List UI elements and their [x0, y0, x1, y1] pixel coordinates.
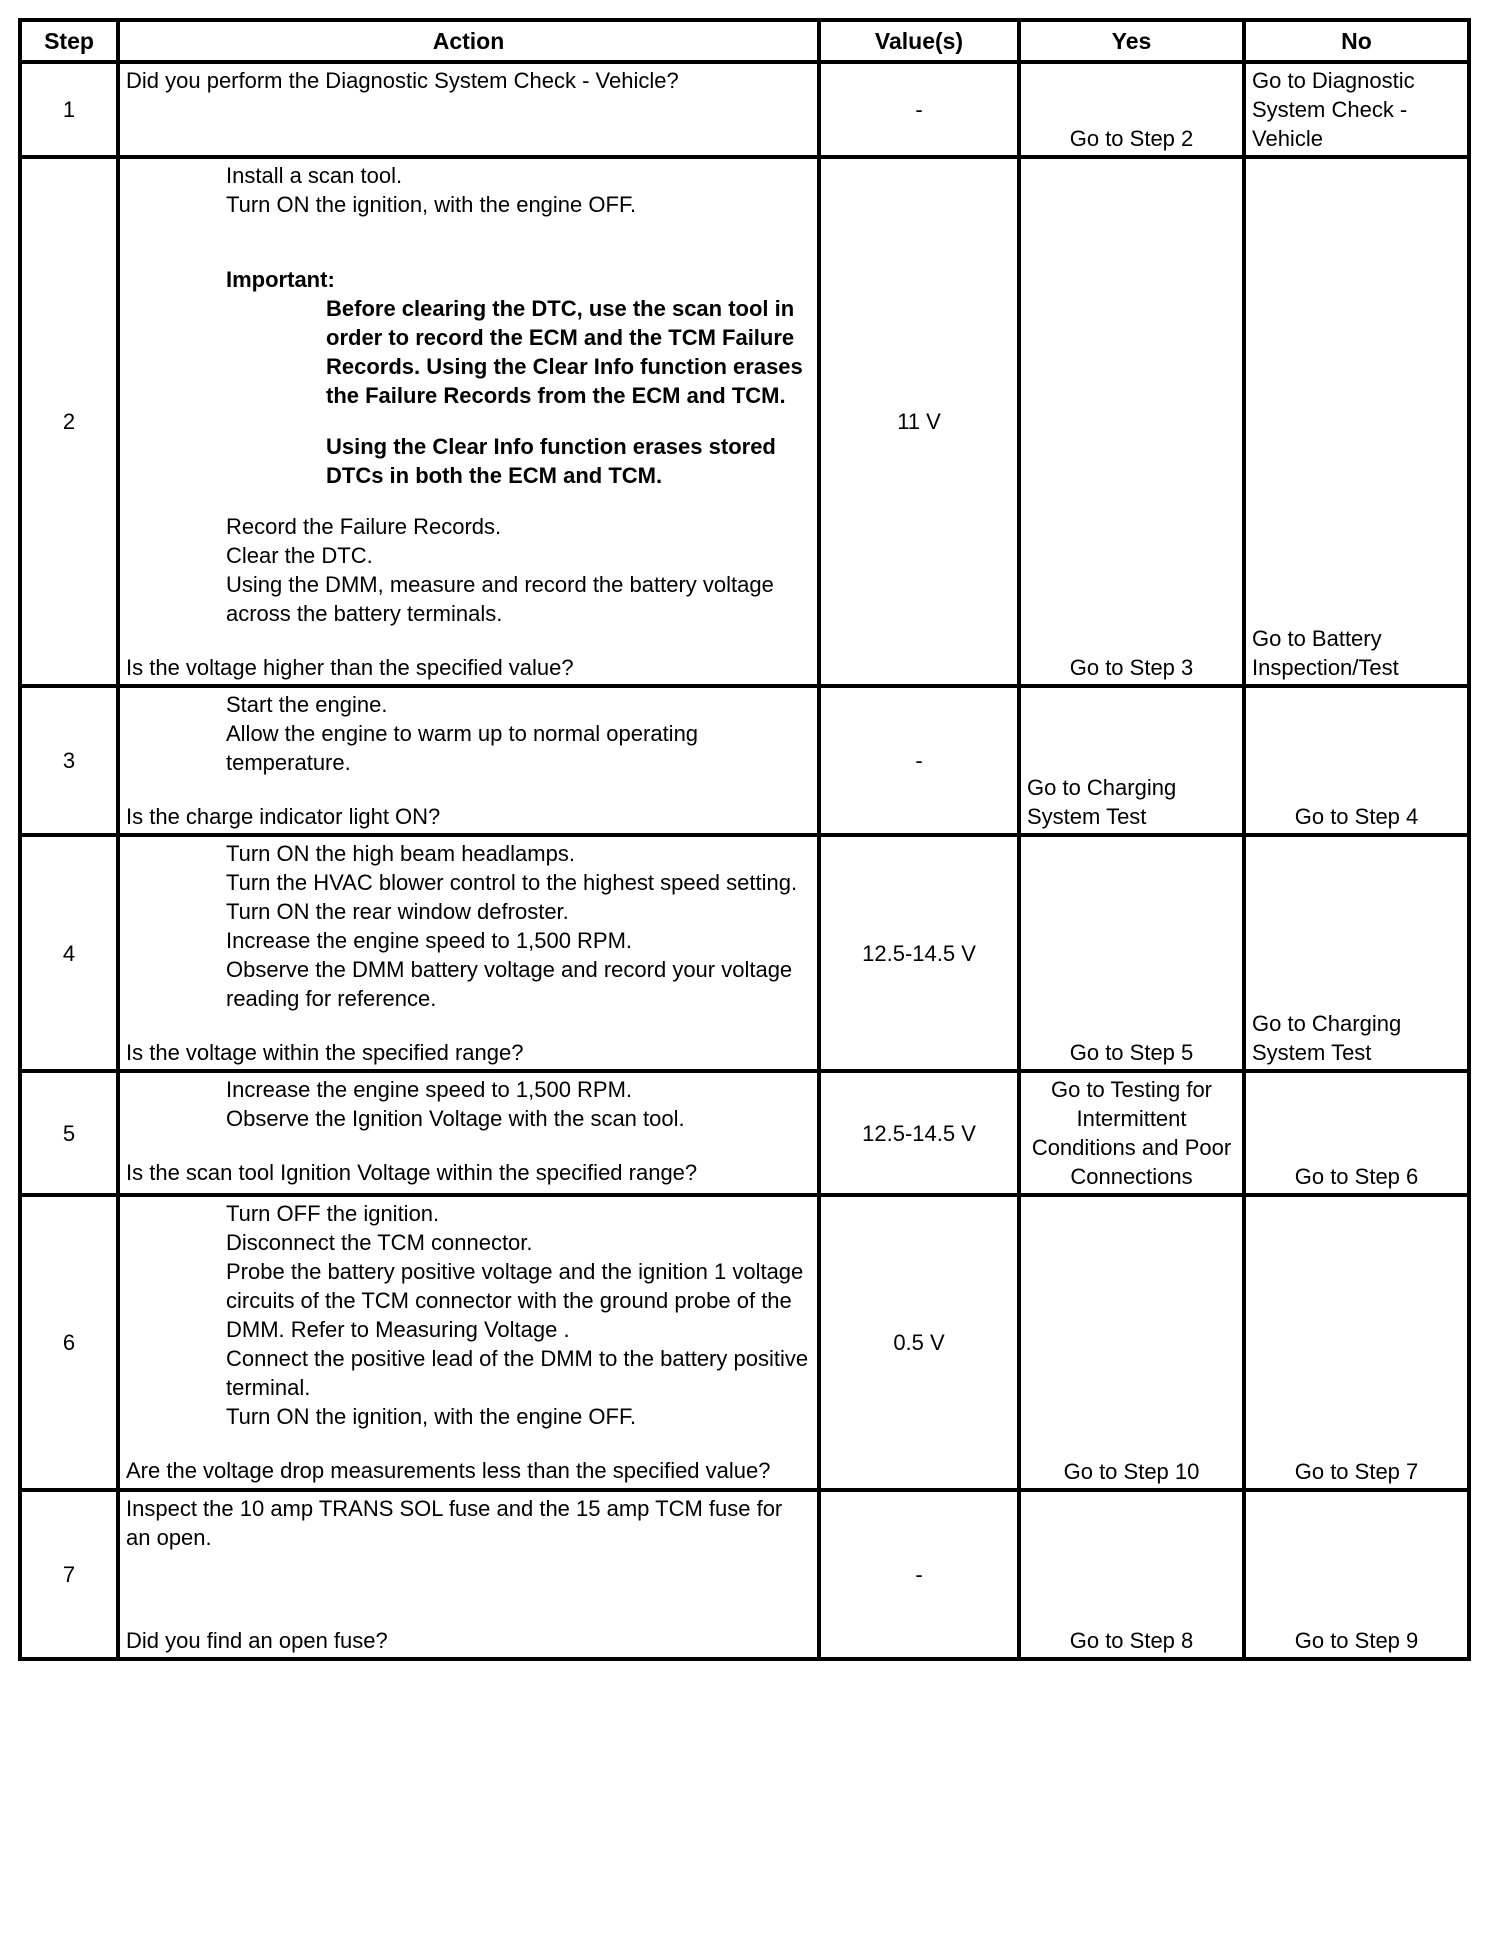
value-cell: - [819, 1490, 1019, 1659]
table-row [20, 62, 1469, 157]
action-cell [118, 686, 819, 835]
action-cell [118, 1071, 819, 1195]
table-row [20, 1490, 1469, 1659]
value-cell: 12.5-14.5 V [819, 835, 1019, 1071]
action-step: Turn OFF the ignition. [226, 1201, 440, 1226]
action-step: Increase the engine speed to 1,500 RPM. [226, 1077, 633, 1102]
action-step: Probe the battery positive voltage and the ignition 1 voltage circuits of the TCM connector with the ground probe of the DMM. Refer to Measuring Voltage . [226, 1259, 804, 1342]
no-cell: Go to Step 9 [1244, 1490, 1469, 1659]
diagnostic-table [18, 18, 1471, 1661]
action-step: Allow the engine to warm up to normal operating temperature. [226, 721, 699, 775]
value-cell: 11 V [819, 157, 1019, 686]
table-row [20, 835, 1469, 1071]
no-cell: Go to Step 7 [1244, 1195, 1469, 1490]
action-step: Turn ON the rear window defroster. [226, 899, 569, 924]
table-row [20, 1195, 1469, 1490]
action-step: Observe the Ignition Voltage with the scan tool. [226, 1106, 685, 1131]
table-row [20, 157, 1469, 686]
action-step: Turn the HVAC blower control to the highest speed setting. [226, 870, 798, 895]
header-yes: Yes [1019, 20, 1244, 62]
action-step: Using the DMM, measure and record the battery voltage across the battery terminals. [226, 572, 774, 626]
yes-cell: Go to Step 5 [1019, 835, 1244, 1071]
action-step: Disconnect the TCM connector. [226, 1230, 533, 1255]
header-step: Step [20, 20, 118, 62]
action-cell [118, 157, 819, 686]
important-note: Using the Clear Info function erases stored DTCs in both the ECM and TCM. [326, 434, 776, 488]
action-cell [118, 835, 819, 1071]
action-step: Start the engine. [226, 692, 388, 717]
action-step: Clear the DTC. [226, 543, 373, 568]
action-step: Turn ON the ignition, with the engine OFF. [226, 1404, 637, 1429]
action-question: Is the charge indicator light ON? [126, 804, 441, 829]
action-step: Increase the engine speed to 1,500 RPM. [226, 928, 633, 953]
important-note: Before clearing the DTC, use the scan tool in order to record the ECM and the TCM Failure Records. Using the Clear Info function erases the Failure Records from the ECM and TCM. [326, 296, 803, 408]
header-action: Action [118, 20, 819, 62]
table-row [20, 686, 1469, 835]
action-text: Inspect the 10 amp TRANS SOL fuse and the 15 amp TCM fuse for an open. [126, 1496, 783, 1550]
header-values: Value(s) [819, 20, 1019, 62]
table-row [20, 1071, 1469, 1195]
action-question: Is the voltage higher than the specified value? [126, 655, 574, 680]
action-step: Record the Failure Records. [226, 514, 502, 539]
yes-cell: Go to Testing for Intermittent Conditions and Poor Connections [1019, 1071, 1244, 1195]
no-cell: Go to Diagnostic System Check - Vehicle [1244, 62, 1469, 157]
no-cell: Go to Step 4 [1244, 686, 1469, 835]
action-step: Install a scan tool. [226, 163, 403, 188]
action-question: Is the scan tool Ignition Voltage within the specified range? [126, 1160, 698, 1185]
action-question: Did you find an open fuse? [126, 1628, 388, 1653]
no-cell: Go to Charging System Test [1244, 835, 1469, 1071]
header-row [20, 20, 1469, 62]
action-cell [118, 1195, 819, 1490]
action-text: Did you perform the Diagnostic System Check - Vehicle? [126, 68, 679, 93]
step-number: 5 [20, 1071, 118, 1195]
value-cell: - [819, 686, 1019, 835]
header-no: No [1244, 20, 1469, 62]
step-number: 4 [20, 835, 118, 1071]
yes-cell: Go to Charging System Test [1019, 686, 1244, 835]
step-number: 1 [20, 62, 118, 157]
action-step: Turn ON the ignition, with the engine OFF. [226, 192, 637, 217]
important-label: Important: [226, 267, 335, 292]
action-question: Is the voltage within the specified range? [126, 1040, 524, 1065]
value-cell: 12.5-14.5 V [819, 1071, 1019, 1195]
no-cell: Go to Battery Inspection/Test [1244, 157, 1469, 686]
action-question: Are the voltage drop measurements less than the specified value? [126, 1458, 771, 1483]
action-cell [118, 1490, 819, 1659]
step-number: 6 [20, 1195, 118, 1490]
action-step: Connect the positive lead of the DMM to the battery positive terminal. [226, 1346, 809, 1400]
action-cell [118, 62, 819, 157]
step-number: 2 [20, 157, 118, 686]
action-step: Turn ON the high beam headlamps. [226, 841, 575, 866]
step-number: 3 [20, 686, 118, 835]
no-cell: Go to Step 6 [1244, 1071, 1469, 1195]
step-number: 7 [20, 1490, 118, 1659]
value-cell: 0.5 V [819, 1195, 1019, 1490]
value-cell: - [819, 62, 1019, 157]
yes-cell: Go to Step 10 [1019, 1195, 1244, 1490]
yes-cell: Go to Step 3 [1019, 157, 1244, 686]
yes-cell: Go to Step 8 [1019, 1490, 1244, 1659]
action-step: Observe the DMM battery voltage and record your voltage reading for reference. [226, 957, 793, 1011]
yes-cell: Go to Step 2 [1019, 62, 1244, 157]
